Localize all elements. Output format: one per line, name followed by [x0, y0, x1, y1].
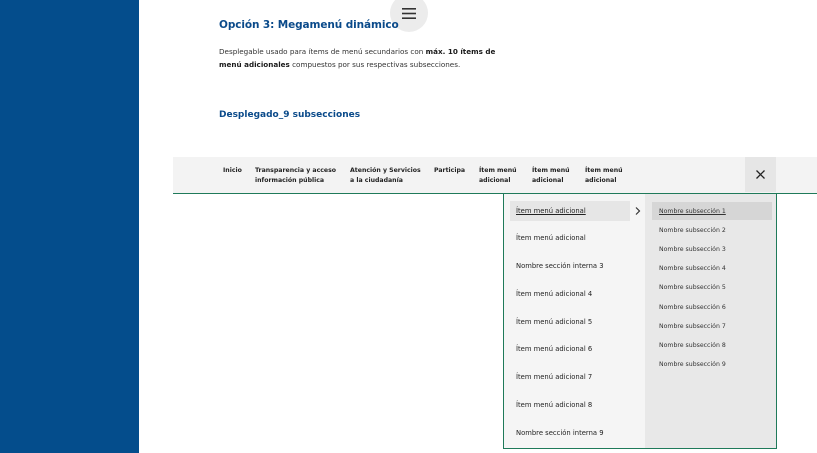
- nav-item-adicional-1[interactable]: [479, 166, 517, 186]
- mega-item[interactable]: Ítem menú adicional 7: [516, 373, 593, 381]
- sidebar: [0, 0, 139, 453]
- mega-item[interactable]: Nombre sección interna 9: [516, 429, 604, 437]
- mega-menu-subsection-list: [645, 194, 776, 448]
- nav-item-label: a la ciudadanía: [350, 177, 403, 184]
- nav-item-label: Transparencia y acceso: [255, 167, 337, 174]
- nav-item-label: Ítem menú: [479, 167, 517, 174]
- nav-item-label: información pública: [255, 177, 325, 184]
- hamburger-icon: [402, 8, 416, 19]
- nav-item-label: Participa: [434, 167, 466, 174]
- page-title: Opción 3: Megamenú dinámico: [219, 19, 399, 31]
- subsection-item[interactable]: Nombre subsección 2: [659, 226, 726, 234]
- nav-item-label: adicional: [585, 177, 617, 184]
- nav-item-label: adicional: [479, 177, 511, 184]
- subsection-item[interactable]: Nombre subsección 6: [659, 303, 726, 311]
- nav-item-label: Atención y Servicios: [350, 167, 421, 174]
- page-description: [219, 45, 519, 71]
- mega-item[interactable]: Ítem menú adicional 8: [516, 401, 593, 409]
- nav-item-transparencia[interactable]: [255, 166, 336, 186]
- section-subtitle: Desplegado_9 subsecciones: [219, 110, 361, 120]
- nav-item-label: Ítem menú: [585, 167, 623, 174]
- close-button[interactable]: [745, 157, 776, 192]
- nav-item-label: Inicio: [223, 167, 242, 174]
- mega-item[interactable]: Nombre sección interna 3: [516, 262, 604, 270]
- mega-menu-panel: [503, 194, 777, 449]
- mega-item[interactable]: Ítem menú adicional 4: [516, 290, 593, 298]
- chevron-right-icon: [635, 207, 641, 215]
- mega-item[interactable]: Ítem menú adicional: [510, 201, 630, 221]
- subsection-item[interactable]: Nombre subsección 7: [659, 322, 726, 330]
- mega-item[interactable]: Ítem menú adicional 5: [516, 318, 593, 326]
- close-icon: [756, 170, 765, 179]
- desc-bold: máx. 10 ítems de menú adicionales: [219, 47, 496, 69]
- mega-menu-primary-list: [504, 194, 645, 448]
- navbar: [173, 157, 817, 194]
- mega-item[interactable]: Ítem menú adicional: [516, 234, 586, 242]
- nav-item-label: adicional: [532, 177, 564, 184]
- subsection-item[interactable]: Nombre subsección 3: [659, 245, 726, 253]
- nav-item-label: Ítem menú: [532, 167, 570, 174]
- nav-item-atencion[interactable]: [350, 166, 421, 186]
- nav-item-participa[interactable]: [434, 166, 465, 176]
- desc-part2: compuestos por sus respectivas subsecciones.: [289, 60, 461, 69]
- subsection-item[interactable]: Nombre subsección 9: [659, 360, 726, 368]
- mega-item[interactable]: Ítem menú adicional 6: [516, 345, 593, 353]
- nav-item-adicional-3[interactable]: [585, 166, 623, 186]
- nav-item-adicional-2[interactable]: [532, 166, 570, 186]
- subsection-item[interactable]: Nombre subsección 8: [659, 341, 726, 349]
- subsection-item[interactable]: Nombre subsección 4: [659, 264, 726, 272]
- subsection-item[interactable]: Nombre subsección 1: [652, 202, 772, 220]
- nav-item-inicio[interactable]: [223, 166, 242, 176]
- desc-part1: Desplegable usado para ítems de menú secundarios con: [219, 47, 426, 56]
- subsection-item[interactable]: Nombre subsección 5: [659, 283, 726, 291]
